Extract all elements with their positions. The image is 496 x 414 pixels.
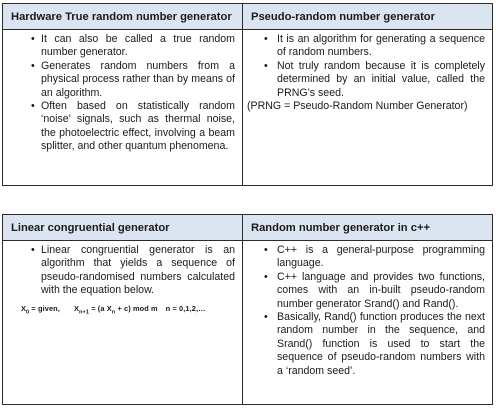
eq-recur-sub: n+1 — [78, 309, 90, 316]
list-item: • C++ is a general-purpose programming language. — [247, 244, 485, 271]
list-item: • It is an algorithm for generating a sequence of random numbers. — [247, 33, 485, 60]
top-comparison-table — [2, 3, 493, 186]
eq-recur-sub2: n — [111, 309, 116, 316]
cpp-rng-heading: Random number generator in c++ — [243, 215, 493, 241]
lcg-list — [7, 244, 235, 298]
eq-initial-rest: = given, — [29, 303, 60, 313]
eq-initial-sub: 0 — [26, 309, 30, 316]
lcg-cell — [3, 241, 243, 405]
list-item: • Often based on statistically random ‘noise’ signals, such as thermal noise, the photoelectric effect, involving a beam splitter, and other quantum phenomena. — [7, 100, 235, 154]
list-item: • Not truly random because it is completely determined by an initial value, called the PRNG’s seed. — [247, 60, 485, 100]
prng-cell — [243, 30, 493, 186]
bottom-header-row — [3, 215, 493, 241]
list-item: • C++ language and provides two functions, comes with an in-built pseudo-random number generator Srand() and Rand(). — [247, 271, 485, 311]
hardware-trng-cell — [3, 30, 243, 186]
top-body-row — [3, 30, 493, 186]
lcg-heading: Linear congruential generator — [3, 215, 243, 241]
list-item: • Linear congruential generator is an algorithm that yields a sequence of pseudo-randomised numbers calculated with the equation below. — [7, 244, 235, 298]
list-item: • Generates random numbers from a physical process rather than by means of an algorithm. — [7, 60, 235, 100]
cpp-rng-list — [247, 244, 485, 378]
eq-recur-rest: + c) mod m — [115, 303, 158, 313]
eq-recur-mid: = (a X — [89, 303, 112, 313]
eq-initial-var: X — [21, 303, 27, 313]
bottom-comparison-table — [2, 214, 493, 405]
hardware-trng-list — [7, 33, 235, 154]
cpp-rng-cell — [243, 241, 493, 405]
list-item: • Basically, Rand() function produces the next random number in the sequence, and Srand() function is used to start the sequence of pseudo-random numbers with a ‘random seed’. — [247, 311, 485, 378]
eq-range: n = 0,1,2,… — [165, 303, 206, 313]
prng-abbreviation-note: (PRNG = Pseudo-Random Number Generator) — [247, 100, 468, 113]
prng-heading: Pseudo-random number generator — [243, 4, 493, 30]
lcg-equation — [21, 302, 235, 320]
bottom-body-row — [3, 241, 493, 405]
list-item: • It can also be called a true random number generator. — [7, 33, 235, 60]
top-header-row — [3, 4, 493, 30]
hardware-trng-heading: Hardware True random number generator — [3, 4, 243, 30]
prng-list — [247, 33, 485, 100]
eq-recur-var: X — [73, 303, 79, 313]
